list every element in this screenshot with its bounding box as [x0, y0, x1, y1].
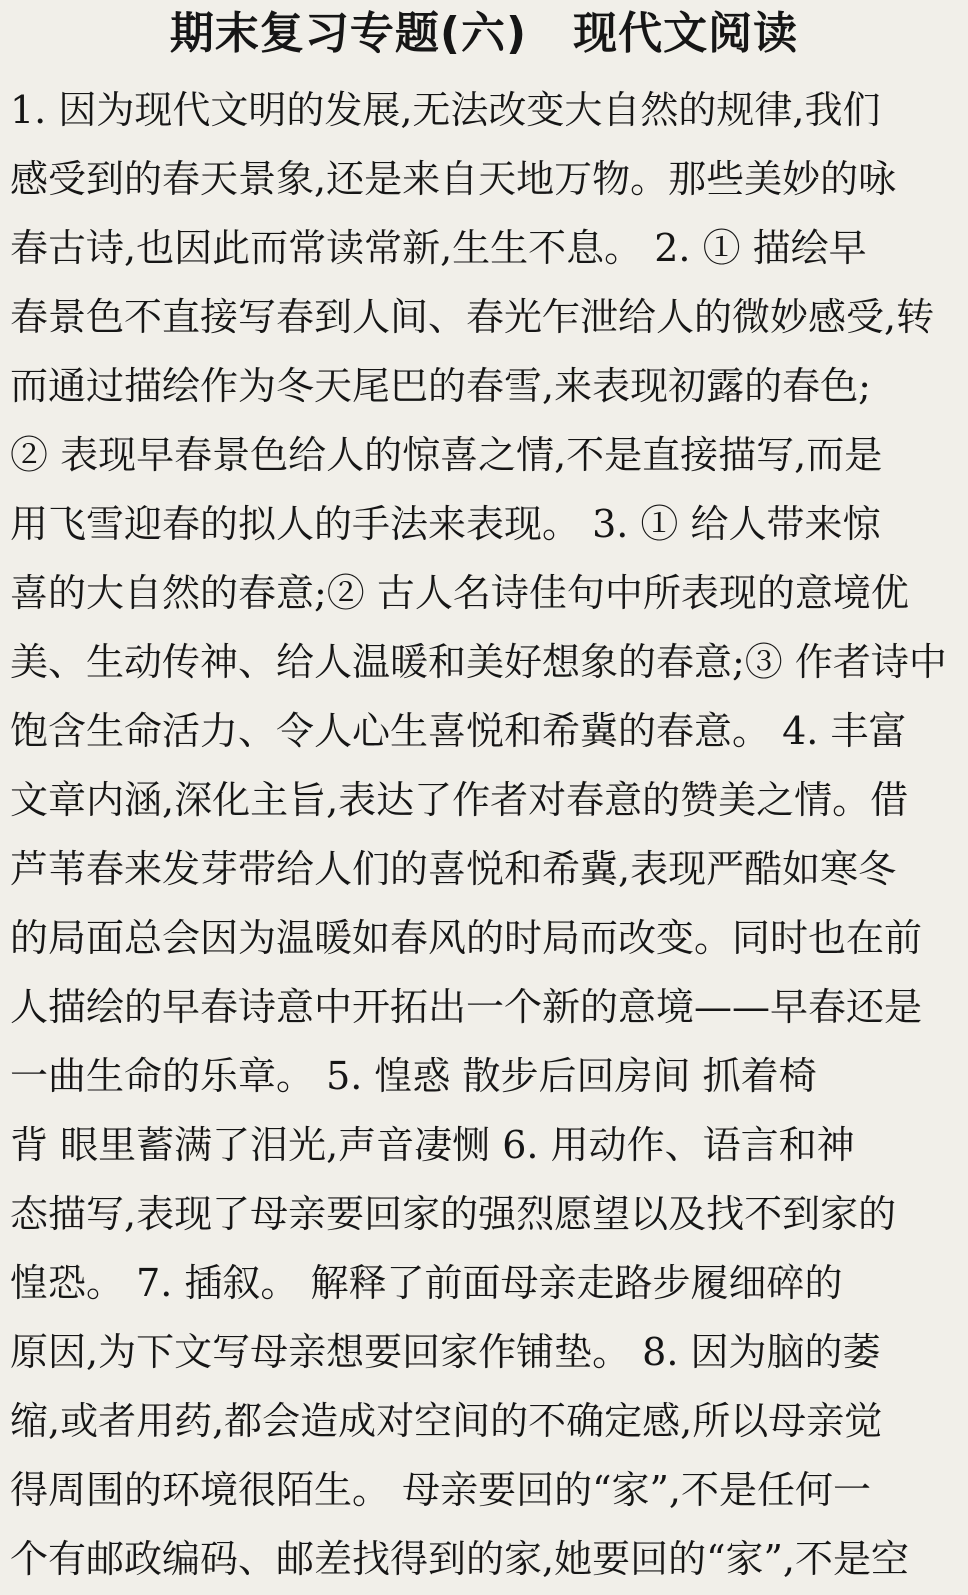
text-line: 惶恐。 7. 插叙。 解释了前面母亲走路步履细碎的 — [10, 1261, 843, 1305]
text-line: 背 眼里蓄满了泪光,声音凄恻 6. 用动作、语言和神 — [10, 1123, 855, 1167]
text-line: 文章内涵,深化主旨,表达了作者对春意的赞美之情。借 — [10, 778, 909, 822]
text-line: 原因,为下文写母亲想要回家作铺垫。 8. 因为脑的萎 — [10, 1330, 881, 1374]
text-line: 缩,或者用药,都会造成对空间的不确定感,所以母亲觉 — [10, 1399, 883, 1443]
page-title — [0, 4, 968, 64]
text-line: 而通过描绘作为冬天尾巴的春雪,来表现初露的春色; — [10, 364, 871, 408]
title-subject: 现代文阅读 — [573, 8, 799, 59]
text-line: 用飞雪迎春的拟人的手法来表现。 3. ① 给人带来惊 — [10, 502, 881, 546]
text-line: 人描绘的早春诗意中开拓出一个新的意境——早春还是 — [10, 985, 923, 1029]
text-line: 一曲生命的乐章。 5. 惶惑 散步后回房间 抓着椅 — [10, 1054, 817, 1098]
text-line: 美、生动传神、给人温暖和美好想象的春意;③ 作者诗中 — [10, 640, 947, 684]
text-line: 饱含生命活力、令人心生喜悦和希冀的春意。 4. 丰富 — [10, 709, 907, 753]
text-line: 1. 因为现代文明的发展,无法改变大自然的规律,我们 — [10, 88, 881, 132]
text-line: 春古诗,也因此而常读常新,生生不息。 2. ① 描绘早 — [10, 226, 867, 270]
text-line: 感受到的春天景象,还是来自天地万物。那些美妙的咏 — [10, 157, 897, 201]
title-topic: 期末复习专题(六) — [169, 8, 528, 59]
text-line: 芦苇春来发芽带给人们的喜悦和希冀,表现严酷如寒冬 — [10, 847, 897, 891]
text-line: 喜的大自然的春意;② 古人名诗佳句中所表现的意境优 — [10, 571, 909, 615]
text-line: 态描写,表现了母亲要回家的强烈愿望以及找不到家的 — [10, 1192, 897, 1236]
text-line: 的局面总会因为温暖如春风的时局而改变。同时也在前 — [10, 916, 923, 960]
text-line: ② 表现早春景色给人的惊喜之情,不是直接描写,而是 — [10, 433, 883, 477]
text-line: 个有邮政编码、邮差找得到的家,她要回的“家”,不是空 — [10, 1537, 910, 1581]
text-line: 春景色不直接写春到人间、春光乍泄给人的微妙感受,转 — [10, 295, 935, 339]
text-line: 得周围的环境很陌生。 母亲要回的“家”,不是任何一 — [10, 1468, 872, 1512]
